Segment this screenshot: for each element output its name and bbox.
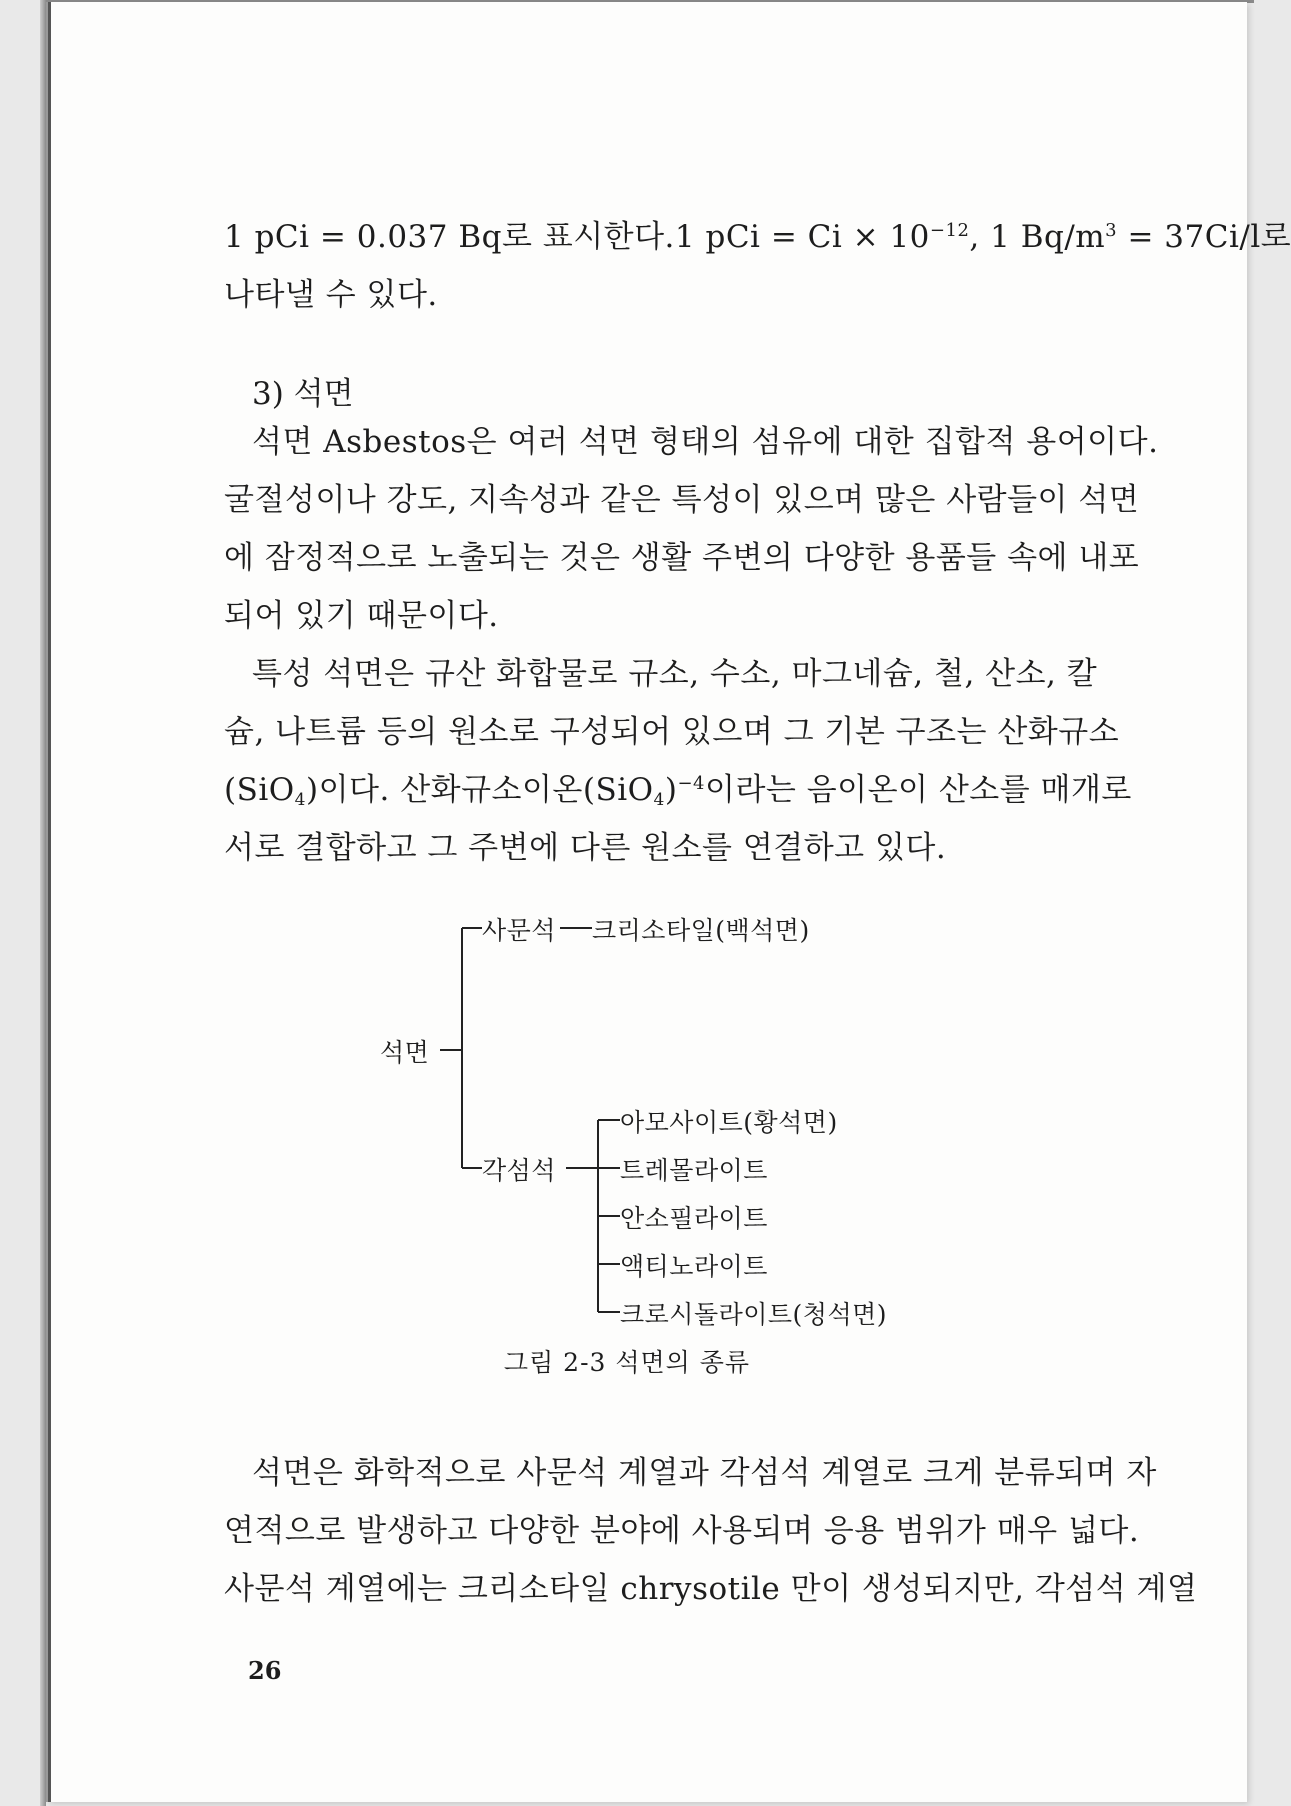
units-line-1 xyxy=(224,208,1291,266)
units-line-1-part-b xyxy=(675,208,1291,266)
diagram-root-label: 석면 xyxy=(380,1038,430,1067)
units-formula-1: 1 pCi = Ci × 10 xyxy=(674,219,930,255)
sio4-open: (SiO xyxy=(224,772,295,808)
asbestos-classification-diagram xyxy=(370,890,930,1330)
paragraph-asbestos-properties xyxy=(224,645,1132,877)
definition-line-4: 되어 있기 때문이다. xyxy=(224,598,499,634)
book-spine-edge xyxy=(40,0,46,1806)
sio4-close: ) xyxy=(664,772,678,808)
classification-line-1: 석면은 화학적으로 사문석 계열과 각섬석 계열로 크게 분류되며 자 xyxy=(252,1455,1157,1491)
amphibole-label: 각섬석 xyxy=(482,1156,556,1185)
definition-line-1: 석면 Asbestos은 여러 석면 형태의 섬유에 대한 집합적 용어이다. xyxy=(252,424,1159,460)
properties-line-3-right: 이라는 음이온이 산소를 매개로 xyxy=(705,772,1132,808)
classification-line-2: 연적으로 발생하고 다양한 분야에 사용되며 응용 범위가 매우 넓다. xyxy=(224,1513,1140,1549)
paragraph-asbestos-definition xyxy=(224,413,1159,645)
subscript-4: 4 xyxy=(653,790,665,810)
exponent-minus-12: −12 xyxy=(929,220,970,241)
properties-line-1: 특성 석면은 규산 화합물로 규소, 수소, 마그네슘, 철, 산소, 칼 xyxy=(252,656,1098,692)
properties-line-4: 서로 결합하고 그 주변에 다른 원소를 연결하고 있다. xyxy=(224,830,947,866)
properties-line-3-left xyxy=(224,761,705,819)
anthophyllite-label: 안소필라이트 xyxy=(620,1204,768,1233)
units-formula-3: = 37Ci/l로 xyxy=(1117,219,1291,255)
units-line-1-part-a: 1 pCi = 0.037 Bq로 표시한다. xyxy=(224,219,675,255)
units-line-2: 나타낼 수 있다. xyxy=(224,277,438,313)
exponent-3: 3 xyxy=(1105,220,1118,241)
exponent-minus-4: −4 xyxy=(677,773,706,794)
page-number: 26 xyxy=(248,1656,282,1685)
classification-line-3: 사문석 계열에는 크리소타일 chrysotile 만이 생성되지만, 각섬석 계열 xyxy=(224,1571,1198,1607)
sio4-ion-text: )이다. 산화규소이온(SiO xyxy=(306,772,654,808)
units-formula-2: , 1 Bq/m xyxy=(969,219,1106,255)
tremolite-label: 트레몰라이트 xyxy=(620,1156,768,1185)
amosite-label: 아모사이트(황석면) xyxy=(620,1108,838,1137)
section-heading: 3) 석면 xyxy=(252,376,354,412)
figure-caption: 그림 2-3 석면의 종류 xyxy=(503,1348,751,1377)
properties-line-3 xyxy=(224,761,1132,819)
paragraph-classification xyxy=(224,1444,1198,1618)
serpentine-label: 사문석 xyxy=(482,916,556,945)
properties-line-2: 슘, 나트륨 등의 원소로 구성되어 있으며 그 기본 구조는 산화규소 xyxy=(224,714,1120,750)
crocidolite-label: 크로시돌라이트(청석면) xyxy=(620,1300,888,1329)
actinolite-label: 액티노라이트 xyxy=(620,1252,768,1281)
paragraph-units xyxy=(224,208,1291,324)
subscript-4: 4 xyxy=(294,790,306,810)
chrysotile-label: 크리소타일(백석면) xyxy=(592,916,810,945)
definition-line-2: 굴절성이나 강도, 지속성과 같은 특성이 있으며 많은 사람들이 석면 xyxy=(224,482,1140,518)
definition-line-3: 에 잠정적으로 노출되는 것은 생활 주변의 다양한 용품들 속에 내포 xyxy=(224,540,1140,576)
